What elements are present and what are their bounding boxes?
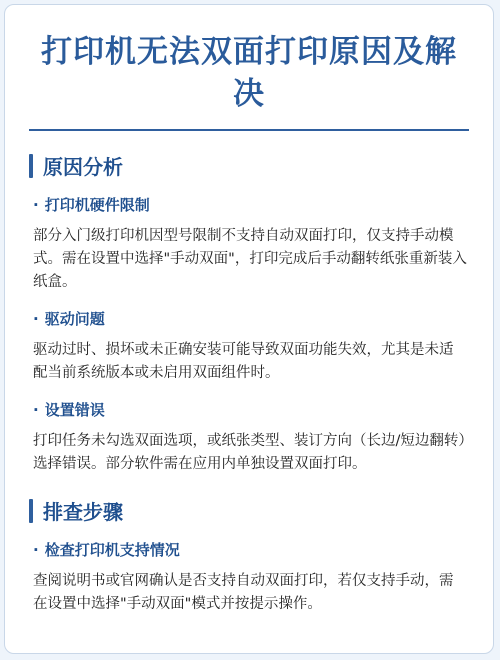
paragraph-check-support: 查阅说明书或官网确认是否支持自动双面打印，若仅支持手动，需在设置中选择"手动双面"模式并按提示操作。 — [33, 573, 454, 612]
bullet-dot-icon: · — [33, 400, 39, 419]
bullet-dot-icon: · — [33, 309, 39, 328]
page-title: 打印机无法双面打印原因及解决 — [41, 34, 457, 112]
subheading-text: 设置错误 — [44, 401, 105, 419]
section-accent-bar — [29, 499, 33, 523]
article-card — [4, 4, 494, 654]
section-header-troubleshooting — [29, 496, 493, 525]
bullet-dot-icon: · — [33, 540, 39, 559]
paragraph-driver-issue: 驱动过时、损坏或未正确安装可能导致双面功能失效，尤其是未适配当前系统版本或未启用双面组件时。 — [33, 342, 454, 381]
section-header-cause-analysis — [29, 151, 493, 180]
subheading-driver-issue — [33, 308, 493, 329]
section-title: 原因分析 — [43, 155, 123, 179]
section-accent-bar — [29, 154, 33, 178]
subheading-text: 驱动问题 — [44, 310, 105, 328]
subheading-text: 打印机硬件限制 — [44, 196, 150, 214]
subheading-check-support — [33, 539, 493, 560]
paragraph-hardware-limit: 部分入门级打印机因型号限制不支持自动双面打印，仅支持手动模式。需在设置中选择"手动双面"，打印完成后手动翻转纸张重新装入纸盒。 — [33, 228, 467, 290]
title-divider — [29, 129, 469, 131]
paragraph-settings-error: 打印任务未勾选双面选项，或纸张类型、装订方向（长边/短边翻转）选择错误。部分软件需在应用内单独设置双面打印。 — [33, 433, 466, 472]
bullet-dot-icon: · — [33, 195, 39, 214]
subheading-hardware-limit — [33, 194, 493, 215]
subheading-text: 检查打印机支持情况 — [44, 541, 180, 559]
subheading-settings-error — [33, 399, 493, 420]
section-title: 排查步骤 — [43, 500, 123, 524]
